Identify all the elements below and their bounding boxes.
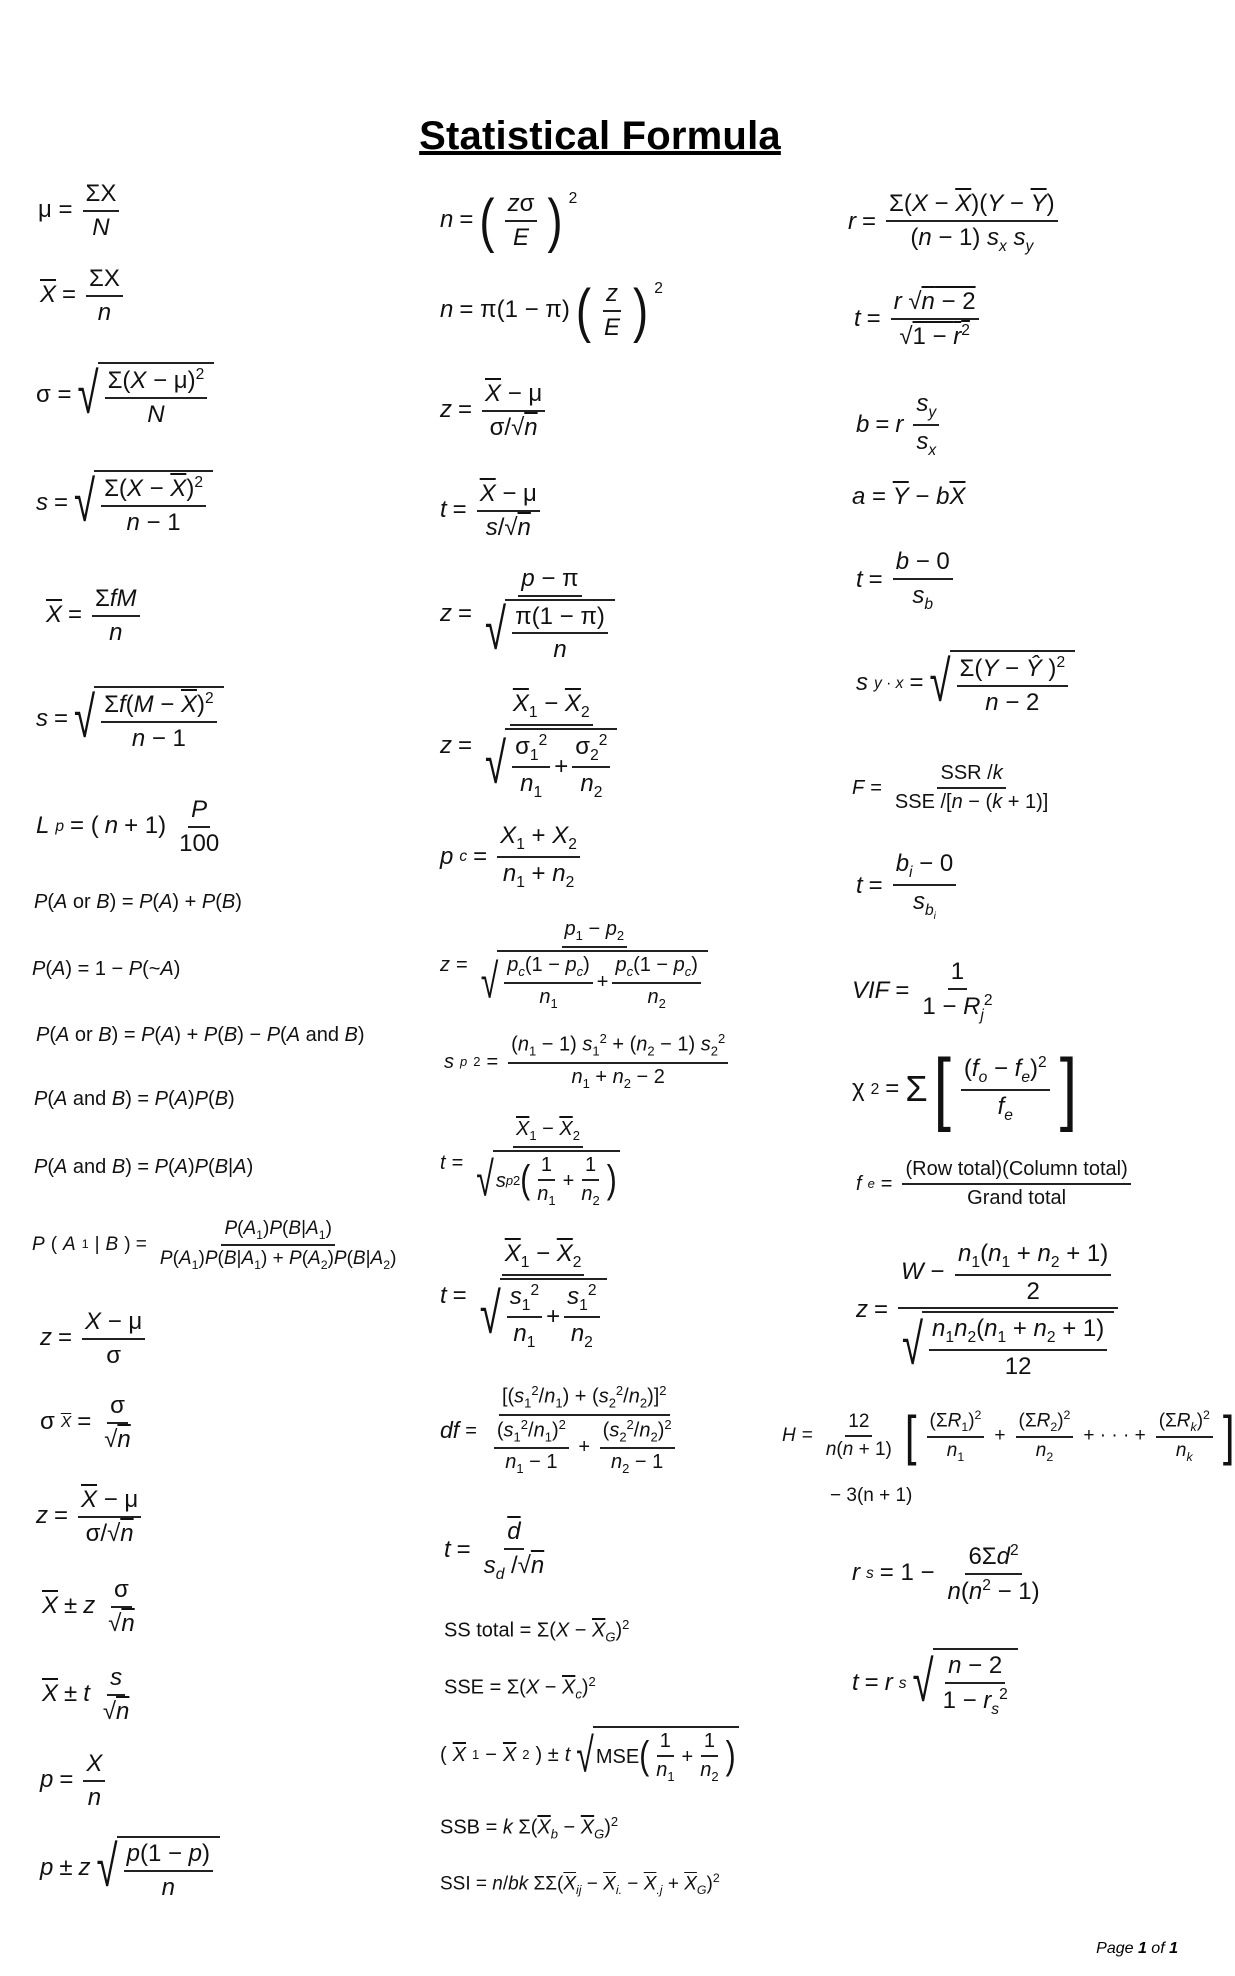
formula-slope: b = r $\frac{s_y}{s_x}$: [856, 390, 943, 459]
formula-z-two-means: z = $\overline{X}_1 - \overline{X}_2$ √ $\frac{\sigma_1^2}{n_1}$ + $\frac{\sigma_2^2}{n_2}$: [440, 690, 624, 802]
formula-z-score: z = $\frac{X - \mu}{\sigma}$: [40, 1308, 149, 1369]
formula-population-sd: σ = √ $\frac{\Sigma(X - \mu)^2}{N}$: [36, 362, 214, 428]
formula-confidence-interval-t: $\overline{X}$ ± t $\frac{s}{√n}$: [42, 1664, 130, 1725]
formula-percentile-location: L p = ( n + 1) $\frac{P}{100}$: [36, 796, 220, 857]
formula-pooled-variance: s p 2 = $\frac{(n_1 - 1) s_1^2 + (n_2 - 1) s_2^2}{n_1 + n_2 - 2}$: [444, 1032, 732, 1092]
formula-multiplication-dependent: P(A and B) = P(A)P(B|A): [34, 1156, 254, 1178]
formula-spearman: r s = 1 − $\frac{6\Sigma d^2}{n(n^2 - 1)}$: [852, 1542, 1040, 1605]
expected-frequency-numerator: (Row total)(Column total): [902, 1158, 1130, 1185]
formula-t-test-mean: t = $\frac{\overline{X} - \mu}{s/√n}$: [440, 480, 544, 541]
formula-sample-proportion: p = $\frac{X}{n}$: [40, 1750, 109, 1811]
formula-z-test-proportion: z = p − π √ $\frac{\pi(1 - \pi)}{n}$: [440, 565, 622, 664]
page-title: Statistical Formula: [419, 114, 781, 158]
formula-ss-total: SS total = $\Sigma(X - \overline{X}_G)^2$: [444, 1617, 630, 1645]
formula-chi-square: χ 2 = Σ [ $\frac{(f_o - f_e)^2}{f_e}$ ]: [852, 1043, 1078, 1134]
formula-t-unpooled: t = $\overline{X}_1 - \overline{X}_2$ √ $\frac{s_1^2}{n_1}$ + $\frac{s_1^2}{n_2}$: [440, 1240, 614, 1352]
formula-population-mean: μ = $\frac{\Sigma X}{N}$: [38, 180, 123, 241]
formula-degrees-of-freedom: df = $[(s_1^2/n_1) + (s_2^2/n_2)]^2$ $\frac{(s_1^2/n_1)^2}{n_1 - 1}$ + $\frac{(s_2^2/n_2)^2}{n_2 - 1}$: [440, 1384, 686, 1477]
formula-t-coefficient: t = $\frac{b_i - 0}{s_{b_i}}$: [856, 850, 960, 922]
formula-complement-rule: P(A) = 1 − P(~A): [32, 958, 181, 980]
formula-t-pooled: t = $\overline{X}_1 - \overline{X}_2$ √ s p 2 ( $\frac{1}{n_1}$ + $\frac{1}{n_2}$ ): [440, 1118, 627, 1209]
formula-t-slope: t = $\frac{b - 0}{s_b}$: [856, 548, 957, 613]
formula-t-correlation: t = $\frac{r √n - 2}{√1 - r^2}$: [854, 288, 983, 350]
page-number-middle: of: [1146, 1940, 1170, 1957]
formula-sample-size-proportion: n = π(1 − π) ( $\frac{z}{E}$ ) $^2$: [440, 277, 663, 344]
formula-f-statistic: F = $\frac{\text{SSR /k}}{\text{SSE /[n − (k + 1)]}}$: [852, 762, 1049, 813]
formula-sample-size-mean: n = ( $\frac{z\sigma}{E}$ ) $^2$: [440, 187, 578, 254]
formula-vif: VIF = $\frac{1}{1 - R_j^2}$: [852, 958, 993, 1024]
formula-confidence-interval-proportion: p ± z √ $\frac{p(1 - p)}{n}$: [40, 1836, 220, 1901]
formula-sse: SSE = $\Sigma(X - \overline{X}_c)^2$: [444, 1674, 596, 1702]
formula-grouped-sd: s = √ $\frac{\Sigma f(M - \overline{X})^2}{n - 1}$: [36, 686, 224, 752]
formula-kruskal-wallis: H = $\frac{12}{n(n + 1)}$ [ $\frac{(\Sigma R_1)^2}{n_1}$ + $\frac{(\Sigma R_2)^2}{n_2}$ + · · · + $\frac{(\Sigma R_k)^2}{n_k}$ ]: [782, 1405, 1235, 1467]
formula-expected-frequency: f e = $\frac{\text{(Row total)(Column total)}}{\text{Grand total}}$: [856, 1158, 1135, 1210]
formula-multiplication-independent: P(A and B) = P(A)P(B): [34, 1088, 235, 1110]
formula-sample-mean: $\overline{X}$ = $\frac{\Sigma X}{n}$: [40, 265, 127, 326]
formula-sample-sd: s = √ $\frac{\Sigma(X - \overline{X})^2}{n - 1}$: [36, 470, 213, 536]
page-number-total: 1: [1169, 1940, 1178, 1957]
formula-kruskal-wallis-tail: − 3(n + 1): [830, 1485, 913, 1506]
formula-z-test-mean: z = $\frac{\overline{X} - \mu}{\sigma/√n}$: [440, 380, 549, 441]
page-number-prefix: Page: [1096, 1940, 1138, 1957]
formula-addition-rule: P(A or B) = P(A) + P(B): [34, 891, 242, 913]
formula-general-addition-rule: P(A or B) = P(A) + P(B) − P(A and B): [36, 1024, 365, 1046]
formula-pooled-proportion: p c = $\frac{X_1 + X_2}{n_1 + n_2}$: [440, 822, 584, 891]
formula-ssb: SSB = k $\Sigma(\overline{X}_b - \overline{X}_G)^2$: [440, 1814, 619, 1842]
formula-intercept: $a = \overline{Y} - b\overline{X}$: [852, 483, 966, 510]
formula-ssi: SSI = n/bk $\Sigma\Sigma(\overline{X}_{ij} - \overline{X}_{i.} - \overline{X}_{.j} + \overline{X}_G)^2$: [440, 1871, 720, 1898]
formula-z-sample-mean: z = $\frac{\overline{X} - \mu}{\sigma/√n}$: [36, 1486, 145, 1547]
page-number: [1096, 1940, 1178, 1958]
page-number-current: 1: [1137, 1940, 1147, 1957]
formula-standard-error-estimate: s y · x = √ $\frac{\Sigma(Y - Ŷ )^2}{n - 2}$: [856, 650, 1075, 716]
formula-correlation: r = $\frac{\Sigma(X - \overline{X})(Y - \overline{Y})}{(n - 1) s_x s_y}$: [848, 190, 1062, 255]
formula-bayes-theorem: P ( A 1 | B ) = $\frac{P(A_1)P(B|A_1)}{P(A_1)P(B|A_1) + P(A_2)P(B|A_2)}$: [32, 1218, 397, 1272]
formula-grouped-mean: $\overline{X}$ = $\frac{\text{ΣfM}}{n}$: [46, 585, 144, 646]
formula-standard-error: σ $\overline{X}$ = $\frac{\sigma}{√n}$: [40, 1392, 131, 1453]
formula-t-spearman: t = r s √ $\frac{n - 2}{1 - r_s^2}$: [852, 1648, 1018, 1718]
formula-confidence-interval-z: $\overline{X}$ ± z $\frac{\sigma}{√n}$: [42, 1576, 135, 1637]
expected-frequency-denominator: Grand total: [967, 1187, 1067, 1209]
formula-t-paired: t = $\frac{\overline{d}}{s_d /√n}$: [444, 1518, 545, 1583]
formula-wilcoxon-z: z = W − $\frac{n_1(n_1 + n_2 + 1)}{2}$ √ $\frac{n_1n_2(n_1 + n_2 + 1)}{12}$: [856, 1240, 1122, 1381]
formula-ci-mse: ( $\overline{X}$ 1 − $\overline{X}$ 2 ) ± t √ MSE ( $\frac{1}{n_1}$ + $\frac{1}{n_2}$ ): [440, 1726, 739, 1785]
formula-z-two-proportions: z = $p_1 - p_2$ √ $\frac{p_c(1 - p_c)}{n_1}$ + $\frac{p_c(1 - p_c)}{n_2}$: [440, 918, 715, 1012]
